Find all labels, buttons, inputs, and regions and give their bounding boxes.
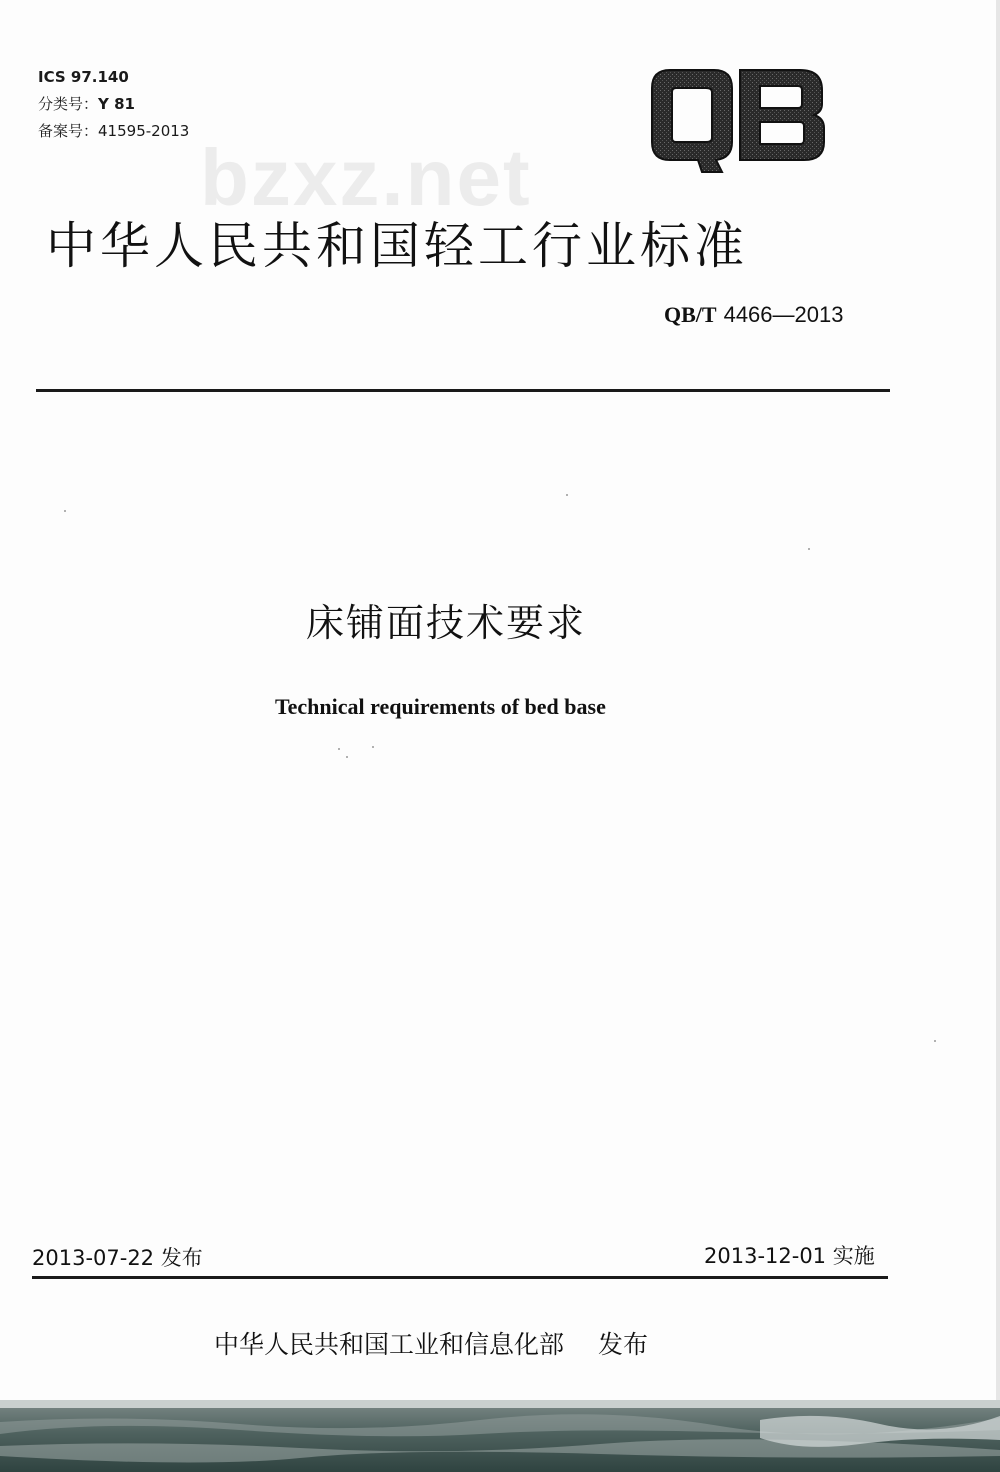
publisher-name: 中华人民共和国工业和信息化部 xyxy=(214,1330,565,1359)
standard-prefix: QB/T xyxy=(664,302,717,327)
top-divider xyxy=(36,389,890,392)
standard-code: 4466—2013 xyxy=(723,302,844,327)
classification-block xyxy=(38,64,189,145)
publish-word: 发布 xyxy=(598,1330,649,1359)
document-title-en: Technical requirements of bed base xyxy=(275,694,606,719)
ics-code: ICS 97.140 xyxy=(38,68,129,86)
qb-logo-text: QB xyxy=(640,66,642,67)
implementation-date: 2013-12-01 实施 xyxy=(704,1244,875,1268)
record-number: 备案号：41595-2013 xyxy=(38,122,190,140)
scan-speck xyxy=(338,748,340,750)
document-title-zh: 床铺面技术要求 xyxy=(306,601,587,645)
scan-speck xyxy=(566,494,568,496)
issue-date: 2013-07-22 发布 xyxy=(32,1246,203,1270)
background-photo-strip xyxy=(0,1400,1000,1472)
scan-speck xyxy=(346,756,348,758)
standard-category-title: 中华人民共和国轻工行业标准 xyxy=(46,217,748,275)
scan-speck xyxy=(372,746,374,748)
watermark-text: bzxz.net xyxy=(200,133,532,222)
bottom-divider xyxy=(32,1276,888,1279)
scan-speck xyxy=(64,510,66,512)
standard-number xyxy=(664,302,843,328)
class-number: 分类号：Y 81 xyxy=(38,95,135,113)
scan-speck xyxy=(934,1040,936,1042)
publisher-line xyxy=(214,1325,648,1361)
qb-logo xyxy=(640,66,830,176)
scan-speck xyxy=(808,548,810,550)
